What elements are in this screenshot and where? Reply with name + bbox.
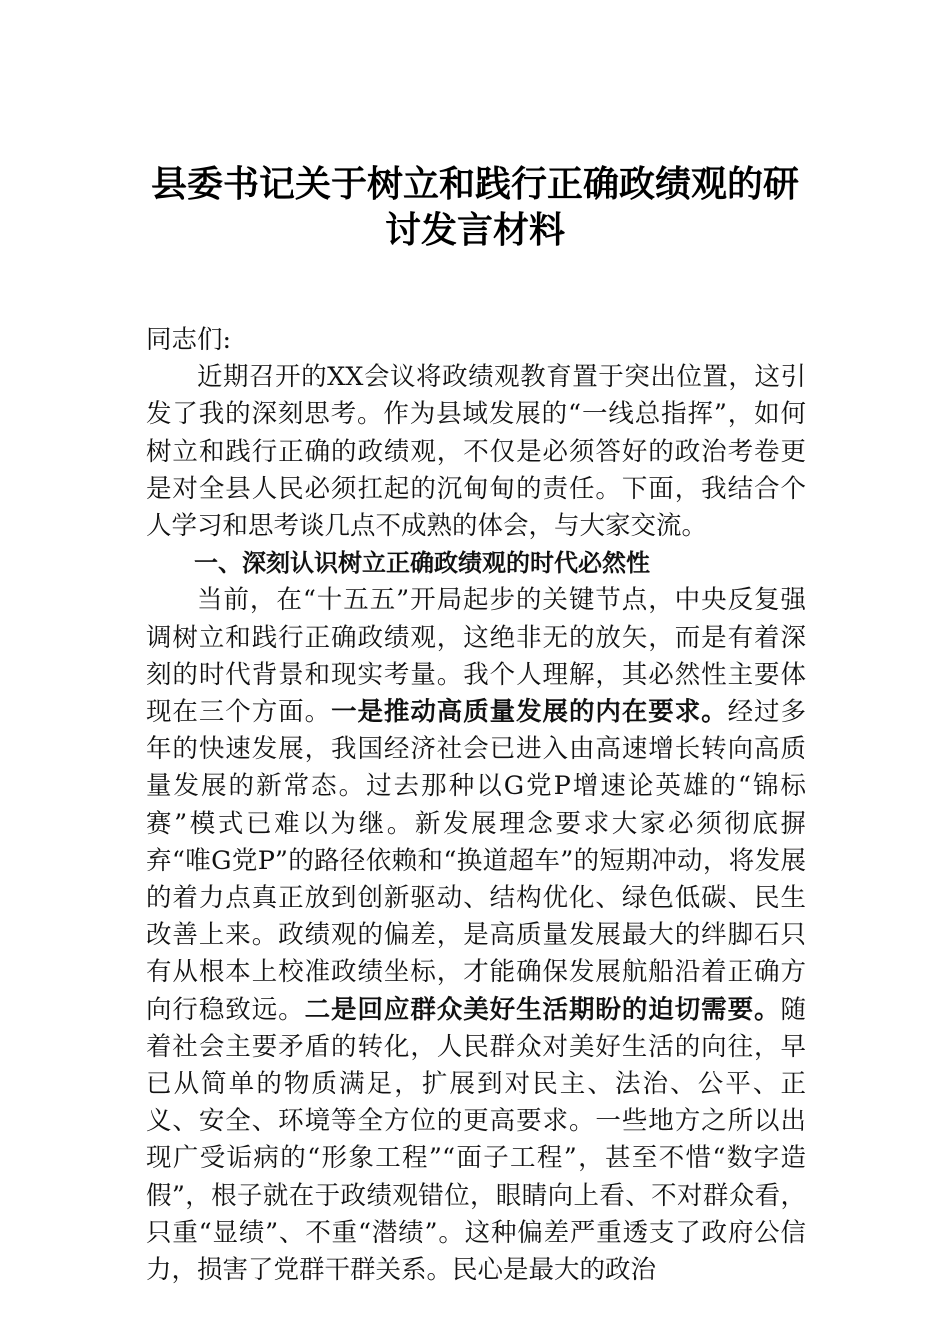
point1-lead: 一是推动高质量发展的内在要求。 (331, 697, 728, 728)
point2-lead: 二是回应群众美好生活期盼的迫切需要。 (304, 994, 781, 1025)
section1-paragraph (146, 582, 806, 1289)
salutation: 同志们: (146, 325, 232, 355)
section-heading-1: 一、深刻认识树立正确政绩观的时代必然性 (194, 549, 650, 578)
intro-paragraph: 近期召开的XX会议将政绩观教育置于突出位置，这引发了我的深刻思考。作为县域发展的“一线总指挥”，如何树立和践行正确的政绩观，不仅是必须答好的政治考卷更是对全县人民必须扛起的沉甸甸的责任。下面，我结合个人学习和思考谈几点不成熟的体会，与大家交流。 (146, 362, 806, 542)
document-title-line1: 县委书记关于树立和践行正确政绩观的研 (150, 163, 799, 205)
document-title-line2: 讨发言材料 (384, 209, 565, 251)
section1-text-b: 经过多年的快速发展，我国经济社会已进入由高速增长转向高质量发展的新常态。过去那种以G党P增速论英雄的“锦标赛”模式已难以为继。新发展理念要求大家必须彻底摒弃“唯G党P”的路径依赖和“换道超车”的短期冲动，将发展的着力点真正放到创新驱动、结构优化、绿色低碳、民生改善上来。政绩观的偏差，是高质量发展最大的绊脚石只有从根本上校准政绩坐标，才能确保发展航船沿着正确方向行稳致远。 (146, 697, 806, 1025)
section1-text-c: 随着社会主要矛盾的转化，人民群众对美好生活的向往，早已从简单的物质满足，扩展到对民主、法治、公平、正义、安全、环境等全方位的更高要求。一些地方之所以出现广受诟病的“形象工程”“面子工程”，甚至不惜“数字造假”，根子就在于政绩观错位，眼睛向上看、不对群众看，只重“显绩”、不重“潜绩”。这种偏差严重透支了政府公信力，损害了党群干群关系。民心是最大的政治 (146, 994, 806, 1286)
section1-text-a: 当前，在“十五五”开局起步的关键节点，中央反复强调树立和践行正确政绩观，这绝非无的放矢，而是有着深刻的时代背景和现实考量。我个人理解，其必然性主要体现在三个方面。 (146, 585, 806, 728)
document-body (146, 322, 806, 1289)
